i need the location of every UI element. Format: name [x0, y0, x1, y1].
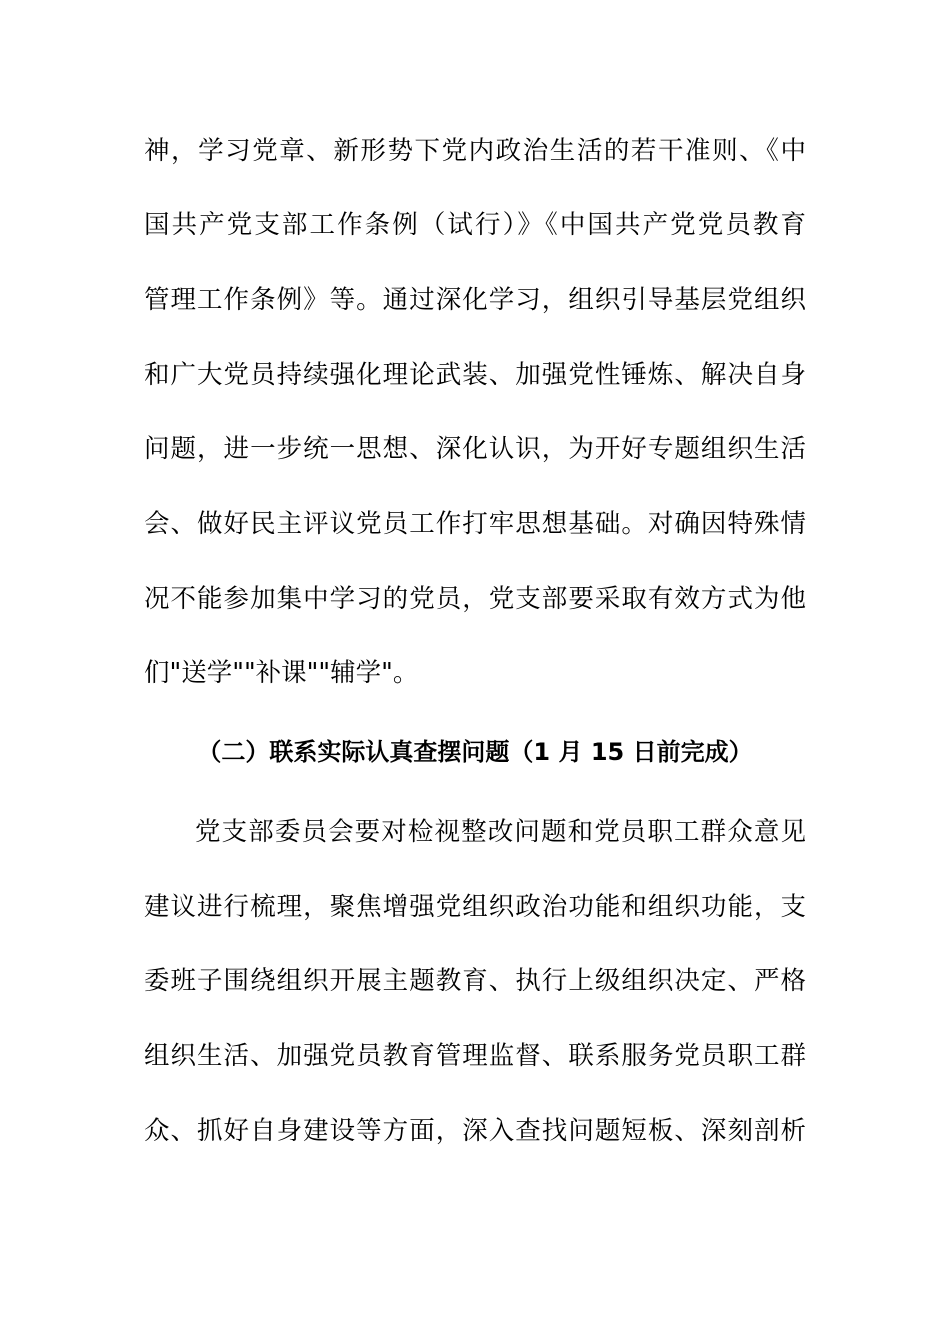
paragraph-line: 会、做好民主评议党员工作打牢思想基础。对确因特殊情	[144, 509, 806, 539]
paragraph-line: 和广大党员持续强化理论武装、加强党性锤炼、解决自身	[144, 360, 806, 390]
section-heading: （二）联系实际认真查摆问题（1 月 15 日前完成）	[197, 738, 753, 766]
paragraph-line: 组织生活、加强党员教育管理监督、联系服务党员职工群	[144, 1041, 806, 1071]
paragraph-line: 国共产党支部工作条例（试行）》《中国共产党党员教育	[144, 210, 806, 240]
paragraph-line: 问题，进一步统一思想、深化认识，为开好专题组织生活	[144, 434, 806, 464]
paragraph-line: 建议进行梳理，聚焦增强党组织政治功能和组织功能，支	[144, 892, 806, 922]
paragraph-line: 况不能参加集中学习的党员，党支部要采取有效方式为他	[144, 584, 806, 614]
paragraph-line: 众、抓好自身建设等方面，深入查找问题短板、深刻剖析	[144, 1116, 806, 1146]
paragraph-line: 委班子围绕组织开展主题教育、执行上级组织决定、严格	[144, 966, 806, 996]
paragraph-line: 神，学习党章、新形势下党内政治生活的若干准则、《中	[144, 136, 806, 166]
paragraph-line: 们"送学""补课""辅学"。	[144, 658, 419, 688]
paragraph-line: 管理工作条例》等。通过深化学习，组织引导基层党组织	[144, 285, 806, 315]
paragraph-line: 党支部委员会要对检视整改问题和党员职工群众意见	[195, 817, 806, 847]
